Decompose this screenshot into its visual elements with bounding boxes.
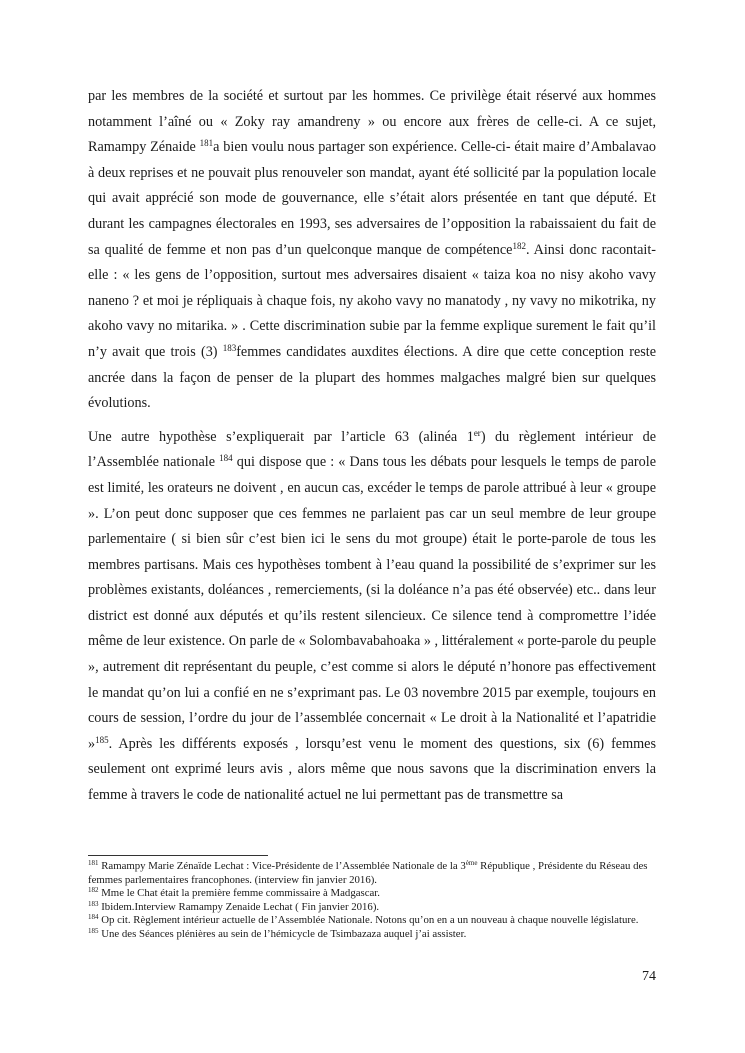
- footnote-ref-185[interactable]: 185: [95, 734, 109, 745]
- footnote-text: République , Présidente du Réseau des femmes parlementaires francophones. (interview fin janvier 2016).: [88, 860, 648, 886]
- paragraph-2-text-c: qui dispose que : « Dans tous les débats pour lesquels le temps de parole est limité, les orateurs ne doivent , en aucun cas, excéder le temps de parole attribué à leur « groupe ». L’on peut donc supposer que ces femmes ne parlaient pas car un seul membre de leur groupe parlementaire ( si bien sûr c’est bien ici le sens du mot groupe) était le porte-parole de tous les membres partisans. Mais ces hypothèses tombent à l’eau quand la possibilité de s’exprimer sur les problèmes existants, doléances , remerciements, (si la doléance n’a pas été observée) etc.. dans leur district est donné aux députés et qu’ils restent silencieux. Ce silence tend à compromettre l’idée même de leur existence. On parle de « Solombavabahoaka » , littéralement « porte-parole du peuple », autrement dit représentant du peuple, c’est comme si alors le député n’honore pas effectivement le mandat qu’on lui a confié en ne s’exprimant pas. Le 03 novembre 2015 par exemple, toujours en cours de session, l’ordre du jour de l’assemblée concernait « Le droit à la Nationalité et l’apatridie »: [88, 454, 656, 752]
- paragraph-1-text-b: a bien voulu nous partager son expérience. Celle-ci- était maire d’Ambalavao à deux reprises et ne pouvait plus renouveler son mandat, ayant été sollicité par la population locale qui avait apprécié son mode de gouvernance, elle s’était alors présentée en tant que député. Et durant les campagnes électorales en 1993, ses adversaires de l’opposition la rabaissaient du fait de sa qualité de femme et non pas d’un quelconque manque de compétence: [88, 139, 656, 258]
- footnote-184: [88, 914, 648, 928]
- paragraph-2-text-b: ) du règlement intérieur de l’Assemblée nationale: [88, 428, 656, 471]
- footnote-185: [88, 928, 648, 942]
- ordinal-superscript: ème: [465, 859, 478, 867]
- footnote-number: 183: [88, 899, 99, 908]
- footnote-number: 184: [88, 913, 99, 922]
- footnote-183: [88, 901, 648, 915]
- footnote-182: [88, 887, 648, 901]
- footnote-number: 181: [88, 859, 99, 867]
- footnote-181: [88, 860, 648, 887]
- footnote-number: 185: [88, 926, 99, 935]
- paragraph-1-text-c: . Ainsi donc racontait-elle : « les gens de l’opposition, surtout mes adversaires disaient « taiza koa no nisy akoho vavy naneno ? et moi je répliquais à chaque fois, ny akoho vavy no manatody , ny vavy no mikotrika, ny akoho vavy no mitarika. » . Cette discrimination subie par la femme explique surement le fait qu’il n’y avait que trois (3): [88, 241, 656, 360]
- footnote-text: Mme le Chat était la première femme commissaire à Madgascar.: [98, 887, 381, 900]
- paragraph-1: [88, 84, 656, 417]
- paragraph-2-text-a: Une autre hypothèse s’expliquerait par l’article 63 (alinéa 1: [88, 428, 474, 445]
- footnote-ref-183[interactable]: 183: [222, 342, 237, 353]
- paragraph-1-text-a: par les membres de la société et surtout par les hommes. Ce privilège était réservé aux hommes notamment l’aîné ou « Zoky ray amandreny » ou encore aux frères de celle-ci. A ce sujet, Ramampy Zénaide: [88, 88, 656, 156]
- footnote-number: 182: [88, 886, 99, 895]
- footnote-ref-182[interactable]: 182: [512, 240, 526, 251]
- footnote-ref-184[interactable]: 184: [219, 453, 233, 464]
- paragraph-1-text-d: femmes candidates auxdites élections. A dire que cette conception reste ancrée dans la façon de penser de la plupart des hommes malgaches malgré bien sur quelques évolutions.: [88, 343, 656, 412]
- footnotes: [88, 860, 648, 942]
- page-number: 74: [642, 969, 656, 984]
- paragraph-2-text-d: . Après les différents exposés , lorsqu’est venu le moment des questions, six (6) femmes seulement ont exprimé leurs avis , alors même que nous savons que la discrimination envers la femme à travers le code de nationalité actuel ne lui permettant pas de transmettre sa: [88, 735, 656, 804]
- footnote-ref-181[interactable]: 181: [199, 138, 214, 149]
- footnote-text: Ibidem.Interview Ramampy Zenaide Lechat ( Fin janvier 2016).: [98, 900, 380, 913]
- footnote-text: Une des Séances plénières au sein de l’hémicycle de Tsimbazaza auquel j’ai assister.: [98, 927, 467, 940]
- footnote-separator: [88, 855, 268, 856]
- body-text: [88, 84, 656, 809]
- footnote-text: Op cit. Règlement intérieur actuelle de l’Assemblée Nationale. Notons qu’on en a un nouveau à chaque nouvelle législature.: [98, 914, 639, 927]
- paragraph-2: [88, 425, 656, 809]
- footnote-text: Ramampy Marie Zénaïde Lechat : Vice-Présidente de l’Assemblée Nationale de la 3: [98, 860, 466, 872]
- ordinal-superscript: er: [473, 427, 481, 438]
